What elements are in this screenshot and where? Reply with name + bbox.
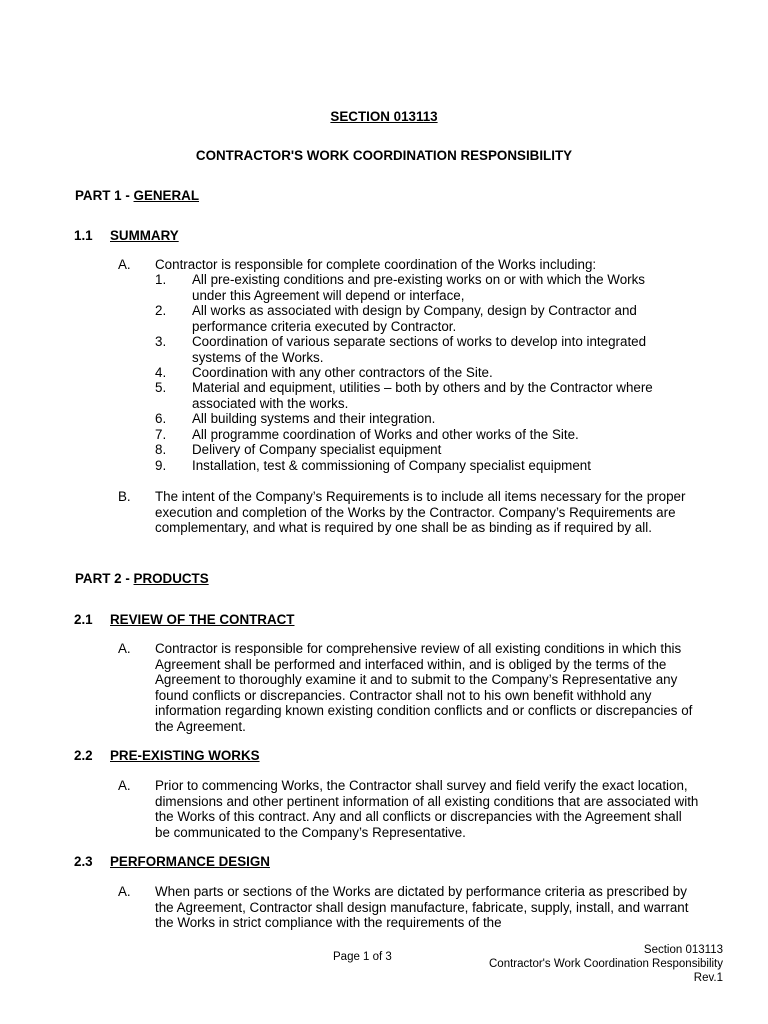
- list-item: 3. Coordination of various separate sections of works to develop into integrated systems of the Works.: [155, 334, 647, 365]
- document-page: SECTION 013113 CONTRACTOR'S WORK COORDINATION RESPONSIBILITY PART 1 - GENERAL 1.1 SUMMARY A. Contractor is responsible for complete coordination of the Works including: 1. All pre-existing conditions and pre-existing works on or with which the Works under this Agreement will depend or interface, 2. All works as associated with design by Company, design by Contractor and performance criteria executed by Contractor. 3. Coordination of various separate sections of works to develop into integrated systems of the Works. 4. Coordination with any other contractors of the Site. 5. Material and equipment, utilities – both by others and by the Contractor where associated with the works. 6. All building systems and their integration. 7. All programme coordination of Works and other works of the Site. 8. Delivery of Company specialist equipment 9. Installation, test & commissioning of Company specialist equipment B. The intent of the Company’s Requirements is to include all items necessary for the proper execution and completion of the Works by the Contractor. Company’s Requirements are complementary, and what is required by one shall be as binding as if required by all. PART 2 - PRODUCTS 2.1 REVIEW OF THE CONTRACT A. Contractor is responsible for comprehensive review of all existing conditions in which this Agreement shall be performed and interfaced within, and is obliged by the terms of the Agreement to thoroughly examine it and to submit to the Company’s Representative any found conflicts or discrepancies. Contractor shall not to his own benefit withhold any information regarding known existing condition conflicts and or conflicts or discrepancies of the Agreement. 2.2 PRE-EXISTING WORKS A. Prior to commencing Works, the Contractor shall survey and field verify the exact location, dimensions and other pertinent information of all existing conditions that are associated with the Works of this contract. Any and all conflicts or discrepancies with the Agreement shall be communicated to the Company’s Representative. 2.3 PERFORMANCE DESIGN A. When parts or sections of the Works are dictated by performance criteria as prescribed by the Agreement, Contractor shall design manufacture, fabricate, supply, install, and warrant the Works in strict compliance with the requirements of the Page 1 of 3 Section 013113 Contractor's Work Coordination Responsibility Rev.1: [0, 0, 768, 1024]
- paragraph-letter: B.: [118, 489, 131, 504]
- section-2-2-title: PRE-EXISTING WORKS: [110, 748, 260, 763]
- paragraph-text: Contractor is responsible for comprehensive review of all existing conditions in which this Agreement shall be performed and interfaced within, and is obliged by the terms of the Agreement to thoroughly examine it and to submit to the Company’s Representative any found conflicts or discrepancies. Contractor shall not to his own benefit withhold any information regarding known existing condition conflicts and or conflicts or discrepancies of the Agreement.: [155, 641, 693, 734]
- list-item: 2. All works as associated with design by Company, design by Contractor and performance criteria executed by Contractor.: [155, 303, 637, 334]
- paragraph-intro: Contractor is responsible for complete coordination of the Works including:: [155, 257, 597, 272]
- paragraph-letter: A.: [118, 641, 131, 656]
- section-title: SECTION 013113: [330, 109, 438, 124]
- document-title: CONTRACTOR'S WORK COORDINATION RESPONSIBILITY: [195, 148, 573, 163]
- footer-section: Section 013113: [643, 944, 723, 956]
- paragraph-letter: A.: [118, 778, 131, 793]
- paragraph-text: When parts or sections of the Works are dictated by performance criteria as prescribed by the Agreement, Contractor shall design manufacture, fabricate, supply, install, and warrant the Works in strict compliance with the requirements of the: [155, 884, 689, 930]
- list-item: 1. All pre-existing conditions and pre-existing works on or with which the Works under this Agreement will depend or interface,: [155, 272, 645, 303]
- footer-title: Contractor's Work Coordination Responsibility: [489, 958, 723, 970]
- section-2-2-number: 2.2: [74, 748, 93, 763]
- paragraph-letter: A.: [118, 257, 131, 272]
- paragraph-text: The intent of the Company’s Requirements is to include all items necessary for the proper execution and completion of the Works by the Contractor. Company’s Requirements are complementary, and what is required by one shall be as binding as if required by all.: [155, 489, 686, 535]
- section-2-1-title: REVIEW OF THE CONTRACT: [110, 612, 295, 627]
- section-1-1-title: SUMMARY: [110, 228, 179, 243]
- section-1-1-number: 1.1: [74, 228, 93, 243]
- paragraph-letter: A.: [118, 884, 131, 899]
- section-2-1-number: 2.1: [74, 612, 93, 627]
- footer-revision: Rev.1: [693, 972, 723, 984]
- paragraph-text: Prior to commencing Works, the Contractor shall survey and field verify the exact location, dimensions and other pertinent information of all existing conditions that are associated with the Works of this contract. Any and all conflicts or discrepancies with the Agreement shall be communicated to the Company’s Representative.: [155, 778, 699, 840]
- part-1-heading: PART 1 - GENERAL: [75, 188, 200, 203]
- section-2-3-title: PERFORMANCE DESIGN: [110, 854, 270, 869]
- page-number: Page 1 of 3: [333, 951, 392, 963]
- section-2-3-number: 2.3: [74, 854, 93, 869]
- part-2-heading: PART 2 - PRODUCTS: [75, 571, 209, 586]
- list-item: 5. Material and equipment, utilities – both by others and by the Contractor where associated with the works.: [155, 380, 653, 411]
